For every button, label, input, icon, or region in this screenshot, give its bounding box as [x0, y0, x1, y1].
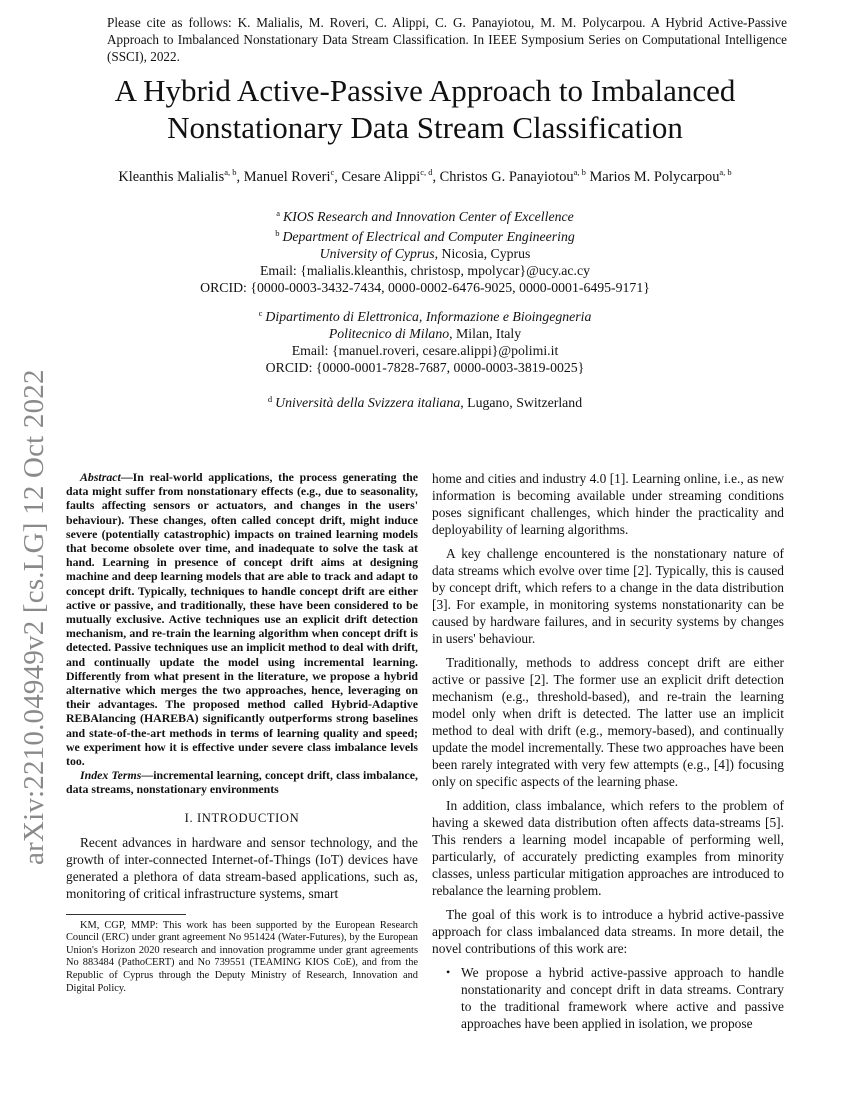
paragraph: In addition, class imbalance, which refers to the problem of having a skewed data distribution often affects data-streams [5]. This renders a learning model incapable of performing well, particularly, of accurately predicting examples from minority classes, unless particular mitigation approaches are introduced to rebalance the learning problem.	[432, 798, 784, 898]
index-terms	[66, 768, 418, 796]
list-item	[432, 964, 784, 1032]
paragraph: home and cities and industry 4.0 [1]. Learning online, i.e., as new information is becoming available under streaming conditions poses significant challenges, which hinder the practicality and deployability of learning algorithms.	[432, 471, 784, 537]
affiliation-d	[40, 391, 810, 411]
university-name: University of Cyprus	[319, 246, 435, 261]
footnote-divider	[66, 914, 186, 915]
affiliation-ab	[40, 205, 810, 296]
affiliation-text: KIOS Research and Innovation Center of Excellence	[283, 209, 574, 224]
abstract	[66, 470, 418, 768]
abstract-text: —In real-world applications, the process generating the data might suffer from nonstationary effects (e.g., due to seasonality, faults affecting sensors or actuators, and changes in the users' behaviour). These changes, often called concept drift, might induce severe (potentially catastrophic) impacts on trained learning models that become obsolete over time, and inadequate to solve the task at hand. Learning in presence of concept drift aims at designing machine and deep learning models that are able to track and adapt to concept drift. Typically, techniques to handle concept drift are either active or passive, and traditionally, these have been considered to be mutually exclusive. Active techniques use an explicit drift detection mechanism, and re-train the learning algorithm when concept drift is detected. Passive techniques use an implicit method to deal with drift, and continually update the model using incremental learning. Differently from what present in the literature, we propose a hybrid alternative which merges the two approaches, hence, leveraging on their advantages. The proposed method called Hybrid-Adaptive REBAlancing (HAREBA) significantly outperforms strong baselines and state-of-the-art methods in terms of learning quality and speed; we experiment how it is effective under severe class imbalance levels too.	[66, 470, 418, 769]
author-affiliation-marker: a, b	[719, 167, 732, 177]
author-list: Kleanthis Malialis$^{a, b}$, Manuel Roveri$^c$, Cesare Alippi$^{c, d}$, Christos G. Panayiotou$^{a, b}$ Marios M. Polycarpou$^{a, b}$	[118, 167, 732, 185]
affiliation-location: , Nicosia, Cyprus	[434, 246, 531, 261]
affiliation-location: , Lugano, Switzerland	[460, 395, 583, 410]
abstract-lead: Abstract	[80, 470, 121, 484]
affiliation-line	[40, 325, 810, 342]
index-terms-lead: Index Terms	[80, 768, 142, 783]
arxiv-stamp: arXiv:2210.04949v2 [cs.LG] 12 Oct 2022	[18, 369, 50, 865]
affiliation-text: Dipartimento di Elettronica, Informazione e Bioingegneria	[265, 309, 592, 324]
paragraph: The goal of this work is to introduce a hybrid active-passive approach for class imbalanced data streams. In more detail, the novel contributions of this work are:	[432, 907, 784, 956]
contribution-list	[432, 964, 784, 1032]
affiliation-line	[40, 305, 810, 325]
affiliation-line	[40, 225, 810, 245]
paragraph: A key challenge encountered is the nonstationary nature of data streams which evolve over time [2]. Typically, this is caused by concept drift, which refers to a change in the data distribution [3]. For example, in monitoring systems nonstationarity can be caused by hardware failures, and in security systems by changes in users' behaviour.	[432, 546, 784, 646]
list-item-text: We propose a hybrid active-passive approach to handle nonstationarity and concept drift in data streams. Contrary to the traditional framework where active and passive approaches have been applied in isolation, we propose	[461, 965, 784, 1031]
footnote: KM, CGP, MMP: This work has been supported by the European Research Council (ERC) under grant agreement No 951424 (Water-Futures), by the European Union's Horizon 2020 research and innovation programme under grant agreements No 883484 (PathoCERT) and No 739551 (TEAMING KIOS CoE), and from the Republic of Cyprus through the Deputy Ministry of Research, Innovation and Digital Policy.	[66, 919, 418, 994]
citation-note: Please cite as follows: K. Malialis, M. Roveri, C. Alippi, C. G. Panayiotou, M. M. Polycarpou. A Hybrid Active-Passive Approach to Imbalanced Nonstationary Data Stream Classification. In IEEE Symposium Series on Computational Intelligence (SSCI), 2022.	[107, 15, 787, 64]
author-affiliation-marker: a, b	[573, 167, 586, 177]
author-name: Marios M. Polycarpou	[589, 169, 720, 185]
author-name: Christos G. Panayiotou	[439, 169, 574, 185]
author-affiliation-marker: c	[330, 167, 335, 177]
author-name: Kleanthis Malialis	[118, 169, 225, 185]
author-name: Cesare Alippi	[341, 169, 421, 185]
affiliation-orcid: ORCID: {0000-0003-3432-7434, 0000-0002-6476-9025, 0000-0001-6495-9171}	[200, 280, 650, 295]
affiliation-email: Email: {malialis.kleanthis, christosp, mpolycar}@ucy.ac.cy	[259, 263, 591, 278]
left-column	[66, 470, 418, 995]
university-name: Politecnico di Milano	[328, 326, 450, 341]
affiliation-line	[40, 391, 810, 411]
author-affiliation-marker: a, b	[224, 167, 237, 177]
affiliation-email: Email: {manuel.roveri, cesare.alippi}@polimi.it	[291, 343, 559, 358]
section-heading: I. INTRODUCTION	[184, 810, 300, 825]
index-terms-text: —incremental learning, concept drift, class imbalance, data streams, nonstationary environments	[66, 768, 418, 797]
affiliation-text: Department of Electrical and Computer Engineering	[282, 229, 575, 244]
affiliation-marker: a	[276, 208, 281, 218]
affiliation-marker: d	[267, 394, 273, 404]
paper-title: A Hybrid Active-Passive Approach to Imbalanced Nonstationary Data Stream Classification	[114, 73, 736, 145]
affiliation-orcid: ORCID: {0000-0001-7828-7687, 0000-0003-3819-0025}	[265, 360, 585, 375]
affiliation-marker: b	[275, 228, 280, 238]
affiliation-location: , Milan, Italy	[449, 326, 522, 341]
right-column	[432, 470, 784, 1032]
affiliation-line	[40, 245, 810, 262]
paragraph: Recent advances in hardware and sensor technology, and the growth of inter-connected Internet-of-Things (IoT) devices have generated a plethora of data stream-based applications, such as, monitoring of critical infrastructure systems, smart	[66, 834, 418, 901]
affiliation-marker: c	[258, 308, 263, 318]
bullet-icon: •	[446, 965, 451, 979]
paragraph: Traditionally, methods to address concept drift are either active or passive [2]. The former use an explicit drift detection mechanism (e.g., threshold-based), and re-train the learning model only when drift is detected. The latter use an implicit method to deal with drift (e.g., memory-based), and continually update the model incrementally. These two approaches have been been rarely integrated with very few attempts (e.g., [4]) focusing only on specific aspects of the learning phase.	[432, 655, 784, 789]
affiliation-c	[40, 305, 810, 376]
author-affiliation-marker: c, d	[420, 167, 433, 177]
affiliation-line	[40, 205, 810, 225]
university-name: Università della Svizzera italiana	[275, 395, 461, 410]
author-name: Manuel Roveri	[243, 169, 331, 185]
